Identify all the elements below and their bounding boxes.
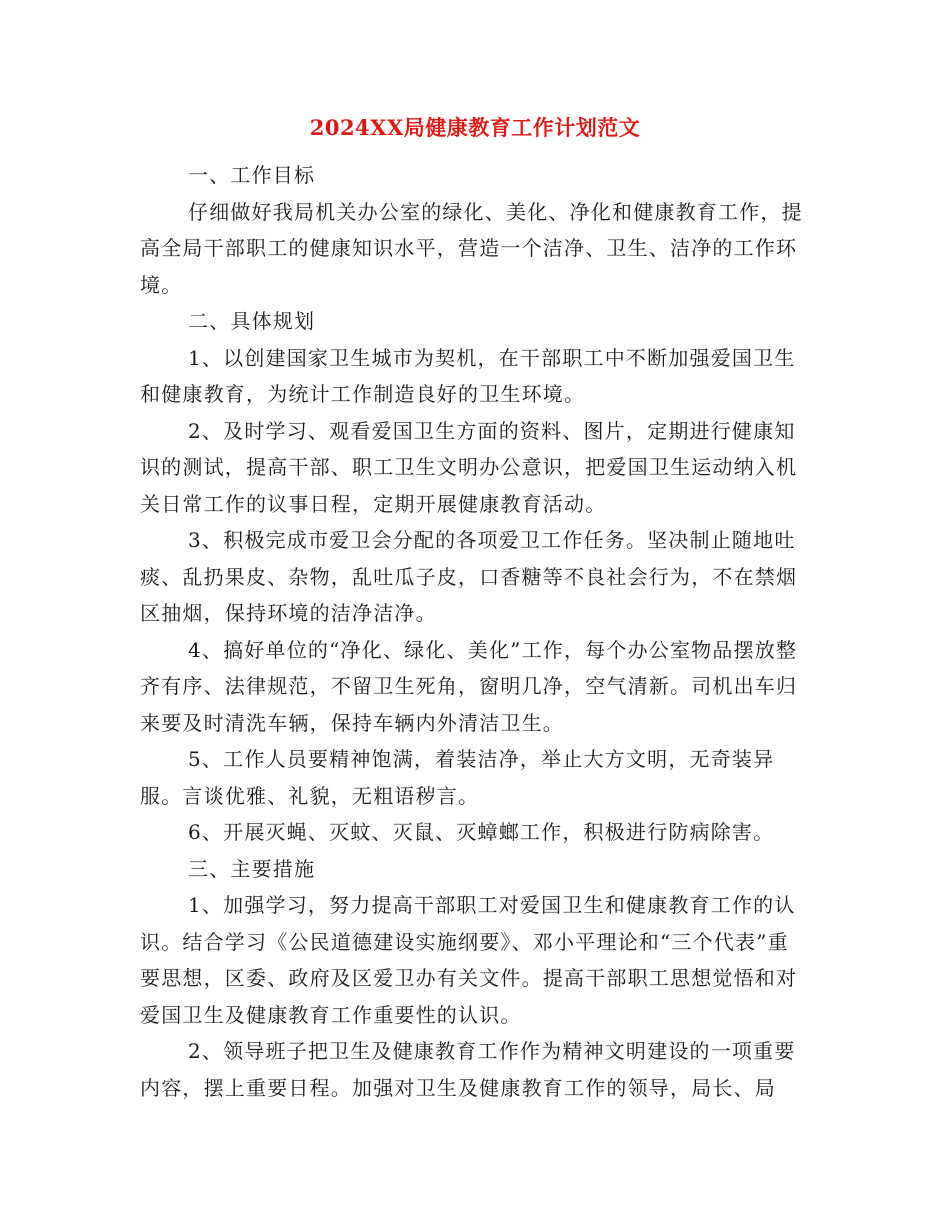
paragraph: 1、加强学习，努力提高干部职工对爱国卫生和健康教育工作的认识。结合学习《公民道德建设实施纲要》、邓小平理论和“三个代表”重要思想，区委、政府及区爱卫办有关文件。提高干部职工思想觉悟和对爱国卫生及健康教育工作重要性的认识。	[140, 893, 798, 1027]
section-heading: 三、主要措施	[188, 856, 316, 881]
paragraph: 1、以创建国家卫生城市为契机，在干部职工中不断加强爱国卫生和健康教育，为统计工作制造良好的卫生环境。	[140, 345, 796, 406]
paragraph: 仔细做好我局机关办公室的绿化、美化、净化和健康教育工作，提高全局干部职工的健康知识水平，营造一个洁净、卫生、洁净的工作环境。	[140, 199, 803, 297]
paragraph: 5、工作人员要精神饱满，着装洁净，举止大方文明，无奇装异服。言谈优雅、礼貌，无粗语秽言。	[140, 747, 775, 808]
paragraph: 2、及时学习、观看爱国卫生方面的资料、图片，定期进行健康知识的测试，提高干部、职工卫生文明办公意识，把爱国卫生运动纳入机关日常工作的议事日程，定期开展健康教育活动。	[140, 418, 798, 516]
paragraph: 2、领导班子把卫生及健康教育工作作为精神文明建设的一项重要内容，摆上重要日程。加强对卫生及健康教育工作的领导，局长、局	[140, 1039, 796, 1100]
section-heading: 二、具体规划	[188, 309, 316, 333]
section-heading: 一、工作目标	[188, 163, 316, 187]
paragraph: 3、积极完成市爱卫会分配的各项爱卫工作任务。坚决制止随地吐痰、乱扔果皮、杂物，乱吐瓜子皮，口香糖等不良社会行为，不在禁烟区抽烟，保持环境的洁净洁净。	[140, 528, 798, 625]
document-title: 2024XX局健康教育工作计划范文	[309, 115, 641, 140]
paragraph: 6、开展灭蝇、灭蚊、灭鼠、灭蟑螂工作，积极进行防病除害。	[188, 820, 775, 844]
document-body	[140, 157, 810, 1106]
paragraph: 4、搞好单位的“净化、绿化、美化”工作，每个办公室物品摆放整齐有序、法律规范，不留卫生死角，窗明几净，空气清新。司机出车归来要及时清洗车辆，保持车辆内外清洁卫生。	[140, 637, 798, 735]
